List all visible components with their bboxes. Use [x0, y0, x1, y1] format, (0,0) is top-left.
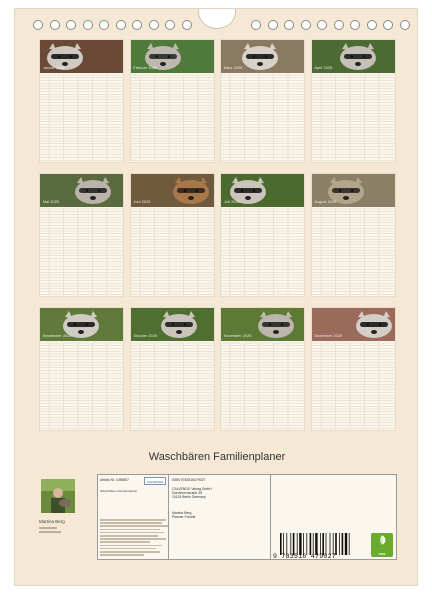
binding-hole [350, 20, 360, 30]
text-line [100, 551, 160, 553]
month-panel [130, 307, 215, 431]
calendar-title: Waschbären Familienplaner [148, 451, 286, 463]
planner-grid [221, 342, 304, 430]
month-label: Februar 2025 [133, 66, 157, 70]
month-panel [130, 173, 215, 297]
month-panel [220, 173, 305, 297]
calvendo-logo [144, 477, 166, 485]
month-panel [311, 39, 396, 163]
product-small-title: Waschbären Familienplaner [100, 489, 138, 493]
planner-grid [131, 74, 214, 162]
month-label: Januar 2025 [43, 66, 65, 70]
month-label: März 2025 [224, 66, 243, 70]
author-photo [41, 479, 75, 513]
publisher-line: 10115 Berlin Germany [172, 495, 206, 499]
month-label: September 2025 [43, 334, 72, 338]
planner-grid [312, 74, 395, 162]
text-line [100, 548, 156, 550]
month-panel [130, 39, 215, 163]
eco-logo [371, 533, 393, 557]
barcode-box [271, 474, 397, 560]
planner-grid [40, 208, 123, 296]
planner-grid [131, 342, 214, 430]
binding-hole [301, 20, 311, 30]
planner-grid [312, 342, 395, 430]
month-label: Oktober 2025 [133, 334, 158, 338]
text-line [100, 525, 168, 527]
month-panel [39, 39, 124, 163]
article-number: Artikel-Nr. 1055857 [100, 478, 130, 482]
calendar-back-cover [14, 8, 418, 586]
month-panel [311, 173, 396, 297]
planner-grid [221, 208, 304, 296]
month-panel [39, 173, 124, 297]
publisher-line: CALVENDO Verlag GmbH [172, 487, 212, 491]
binding-hole [284, 20, 294, 30]
binding-hole [132, 20, 142, 30]
text-line [100, 529, 160, 531]
binding-hole [367, 20, 377, 30]
month-label: April 2025 [314, 66, 333, 70]
month-panel [311, 307, 396, 431]
binding-hole [33, 20, 43, 30]
text-line [100, 522, 162, 524]
calvendo-logo-text: CALVENDO [146, 480, 164, 484]
month-label: August 2025 [314, 200, 337, 204]
month-label: November 2025 [224, 334, 252, 338]
binding-hole [116, 20, 126, 30]
author-name: Martina Berg [39, 519, 65, 524]
planner-grid [221, 74, 304, 162]
month-thumbnail-grid [39, 39, 395, 431]
month-panel [220, 39, 305, 163]
binding-hole [66, 20, 76, 30]
binding-hole [251, 20, 261, 30]
binding-hole [383, 20, 393, 30]
month-label: Juni 2025 [133, 200, 151, 204]
month-label: Dezember 2025 [314, 334, 343, 338]
planner-grid [40, 74, 123, 162]
binding-hole [165, 20, 175, 30]
binding-hole [334, 20, 344, 30]
binding-hole [317, 20, 327, 30]
binding-hole [182, 20, 192, 30]
binding-hole [83, 20, 93, 30]
text-line [100, 541, 150, 543]
text-line [100, 532, 164, 534]
planner-grid [312, 208, 395, 296]
product-info-box [97, 474, 169, 560]
binding-hole [149, 20, 159, 30]
month-panel [220, 307, 305, 431]
text-line [100, 545, 162, 547]
publisher-box [169, 474, 271, 560]
binding-hole [50, 20, 60, 30]
barcode-digits: 9 783516 479027 [273, 553, 337, 560]
month-label: Juli 2025 [224, 200, 240, 204]
month-label: Mai 2025 [43, 200, 59, 204]
planner-grid [40, 342, 123, 430]
text-line [100, 535, 158, 537]
binding-hole [400, 20, 410, 30]
eco-label: eco [378, 551, 386, 556]
author-subtext [39, 527, 57, 529]
text-line [100, 538, 166, 540]
month-panel [39, 307, 124, 431]
text-line [100, 554, 144, 556]
text-line [100, 519, 166, 521]
publisher-line: Martina Berg [172, 511, 192, 515]
isbn: ISBN 9783516479027 [172, 478, 206, 482]
binding-hole [99, 20, 109, 30]
planner-grid [131, 208, 214, 296]
publisher-line: Planner Freude [172, 515, 196, 519]
publisher-line: Dorotheenstraße 39 [172, 491, 203, 495]
author-subtext [39, 531, 61, 533]
binding-hole [268, 20, 278, 30]
